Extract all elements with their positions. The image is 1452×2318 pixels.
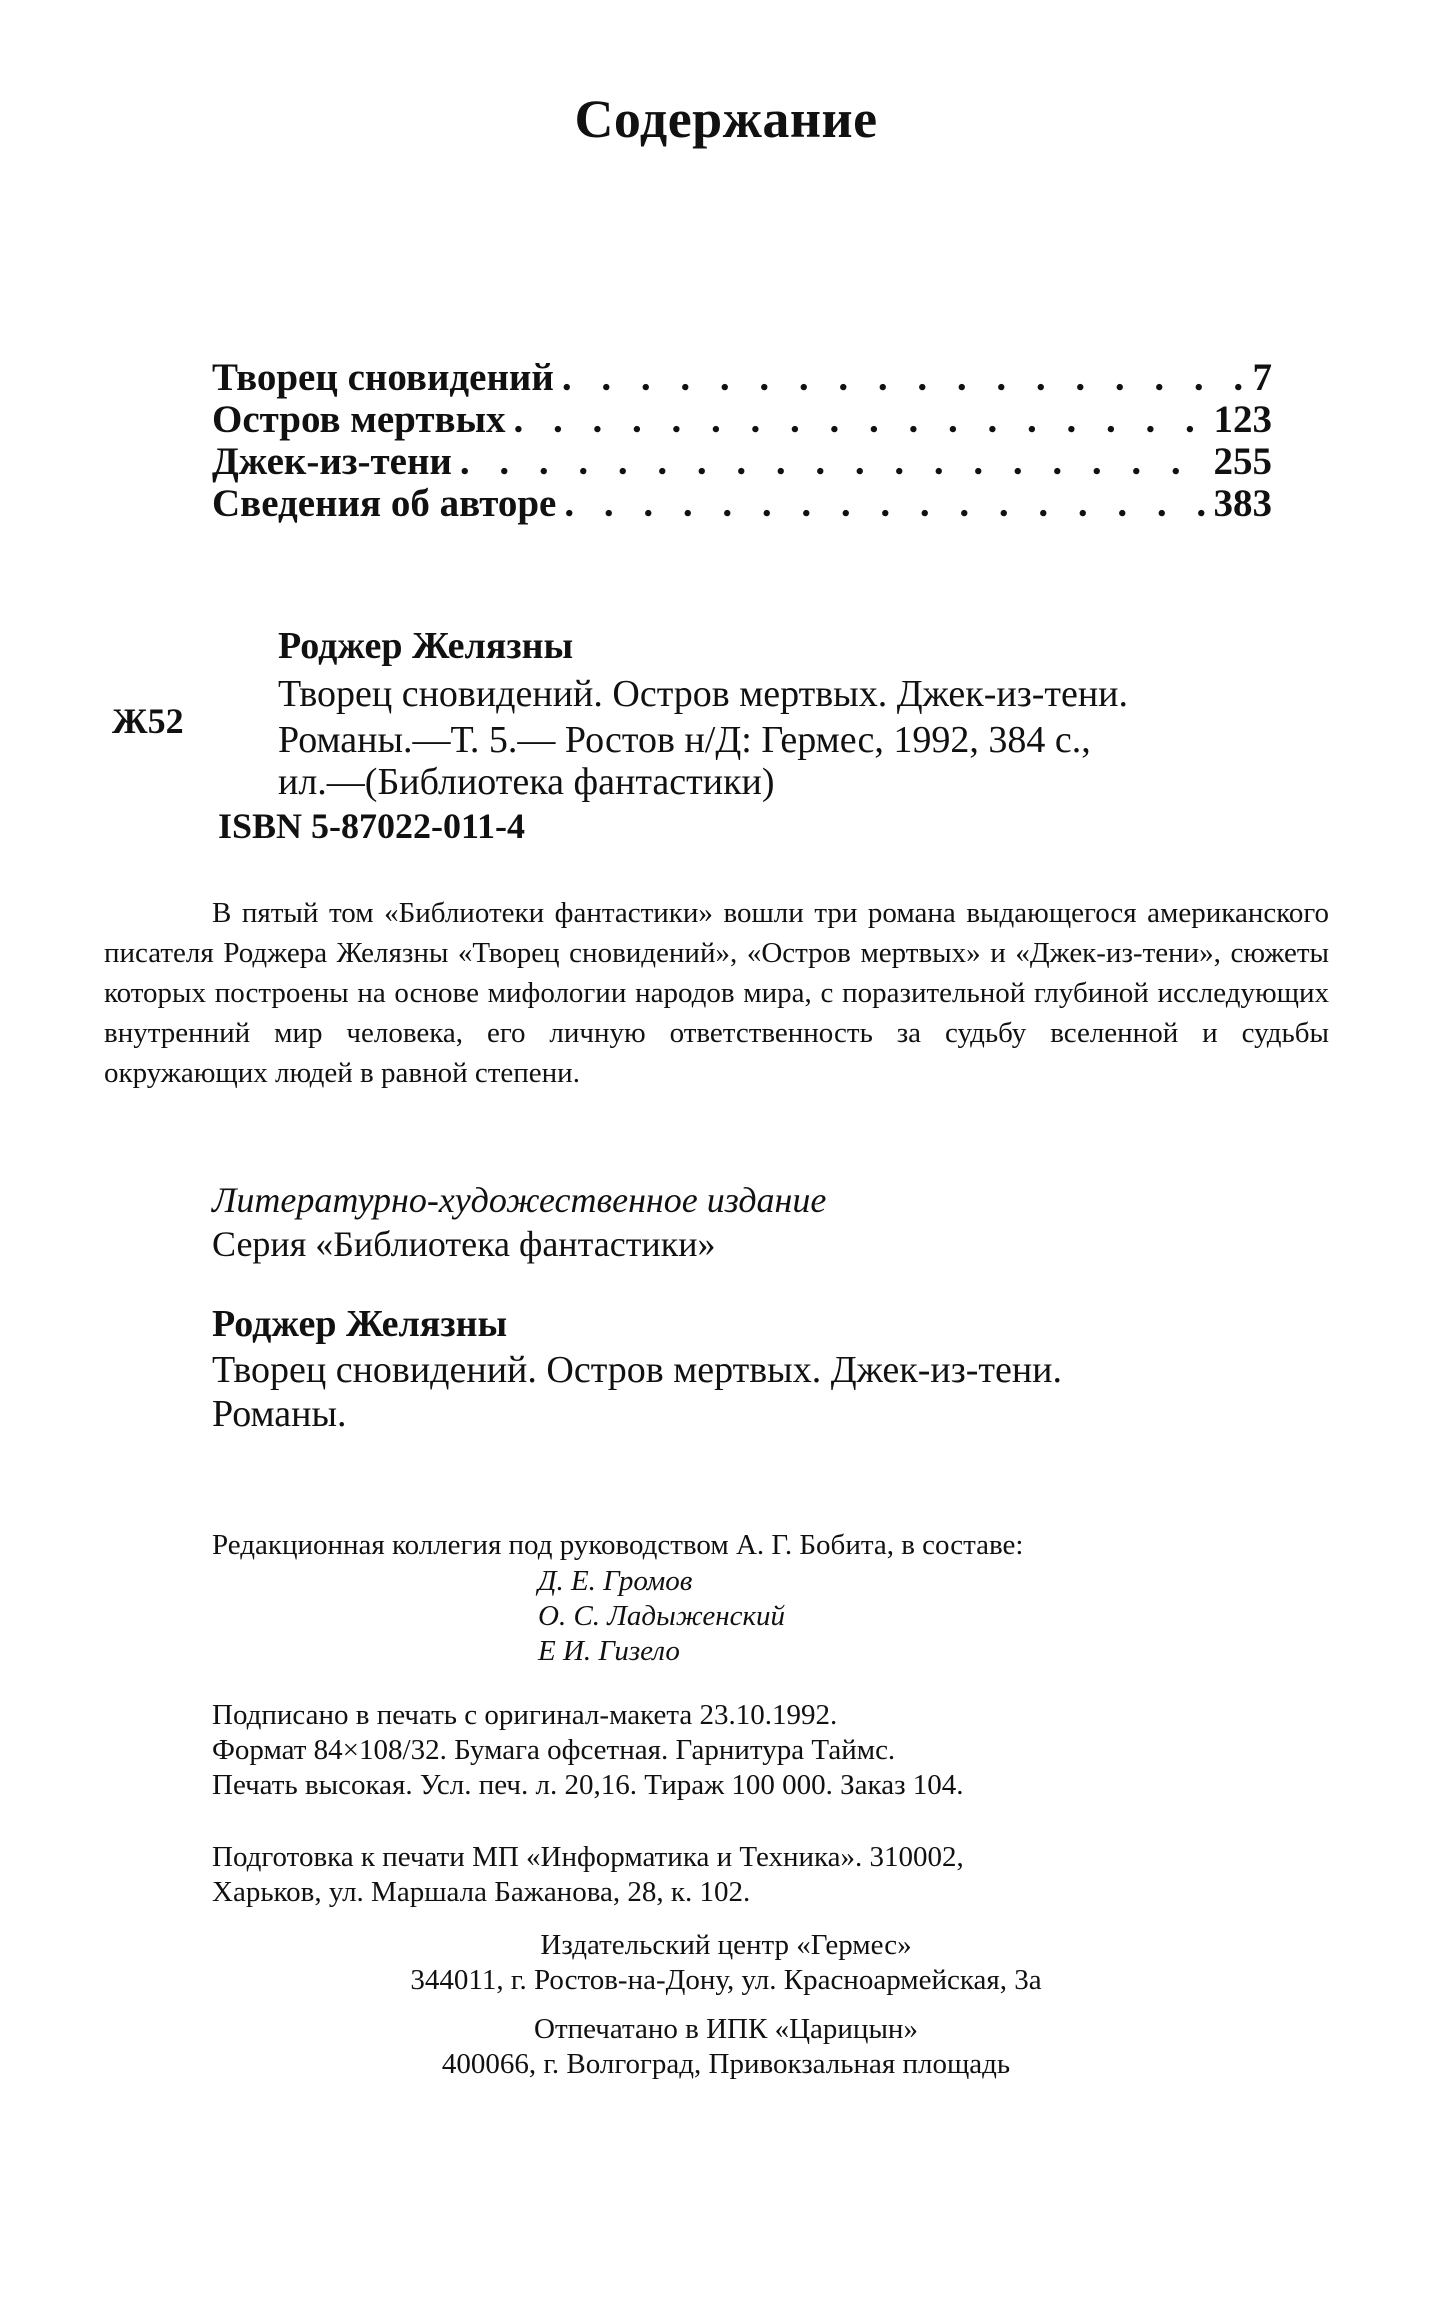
toc-entry-page: 7	[1252, 356, 1272, 399]
catalog-code: Ж52	[112, 701, 184, 741]
printing-line: Подписано в печать с оригинал-макета 23.10.1992.	[212, 1699, 838, 1731]
toc-leader-dots	[452, 439, 1210, 484]
toc-entry[interactable]	[212, 397, 1272, 441]
edition-author: Роджер Желязны	[212, 1303, 508, 1345]
toc-leader-dots	[556, 481, 1209, 526]
toc-entry[interactable]	[212, 481, 1272, 525]
catalog-line: Романы.—Т. 5.— Ростов н/Д: Гермес, 1992, 384 с.,	[278, 719, 1091, 761]
page-title: Содержание	[574, 89, 878, 149]
catalog-line: Творец сновидений. Остров мертвых. Джек-из-тени.	[278, 673, 1129, 715]
printing-line: Печать высокая. Усл. печ. л. 20,16. Тираж 100 000. Заказ 104.	[212, 1769, 964, 1801]
toc-entry[interactable]	[212, 355, 1272, 399]
toc-entry-title: Остров мертвых	[212, 398, 506, 441]
toc-entry-title: Творец сновидений	[212, 356, 554, 399]
editorial-member: О. С. Ладыженский	[538, 1600, 786, 1632]
printer-line: 400066, г. Волгоград, Привокзальная площадь	[441, 2048, 1011, 2080]
publisher-line: Издательский центр «Гермес»	[540, 1929, 912, 1961]
toc-entry-page: 123	[1213, 398, 1272, 441]
toc-entry-page: 383	[1213, 482, 1272, 525]
editorial-intro: Редакционная коллегия под руководством А. Г. Бобита, в составе:	[212, 1529, 1024, 1561]
edition-type: Литературно-художественное издание	[212, 1180, 827, 1220]
edition-titles: Творец сновидений. Остров мертвых. Джек-из-тени.	[212, 1349, 1063, 1391]
printing-line: Формат 84×108/32. Бумага офсетная. Гарнитура Таймс.	[212, 1734, 896, 1766]
editorial-member: Д. Е. Громов	[538, 1565, 693, 1597]
series-name: Серия «Библиотека фантастики»	[212, 1224, 716, 1264]
prepress-line: Харьков, ул. Маршала Бажанова, 28, к. 102.	[212, 1876, 751, 1908]
toc-entry-page: 255	[1213, 440, 1272, 483]
prepress-line: Подготовка к печати МП «Информатика и Техника». 310002,	[212, 1841, 964, 1873]
toc-leader-dots	[554, 355, 1249, 400]
toc-leader-dots	[506, 397, 1210, 442]
toc-entry[interactable]	[212, 439, 1272, 483]
catalog-author: Роджер Желязны	[278, 625, 574, 667]
toc-entry-title: Джек-из-тени	[212, 440, 452, 483]
isbn: ISBN 5-87022-011-4	[218, 806, 526, 846]
printer-line: Отпечатано в ИПК «Царицын»	[534, 2013, 918, 2045]
publisher-line: 344011, г. Ростов-на-Дону, ул. Красноармейская, 3а	[410, 1964, 1042, 1996]
annotation: В пятый том «Библиотеки фантастики» вошли три романа выдающегося американского писателя Роджера Желязны «Творец сновидений», «Остров мертвых» и «Джек-из-тени», сюжеты которых построены на основе мифологии народов мира, с поразительной глубиной исследующих внутренний мир человека, его личную ответственность за судьбу вселенной и судьбы окружающих людей в равной степени.	[104, 897, 1329, 1089]
catalog-line: ил.—(Библиотека фантастики)	[278, 761, 775, 803]
edition-genre: Романы.	[212, 1393, 347, 1435]
editorial-member: Е И. Гизело	[538, 1635, 680, 1667]
toc-entry-title: Сведения об авторе	[212, 482, 557, 525]
